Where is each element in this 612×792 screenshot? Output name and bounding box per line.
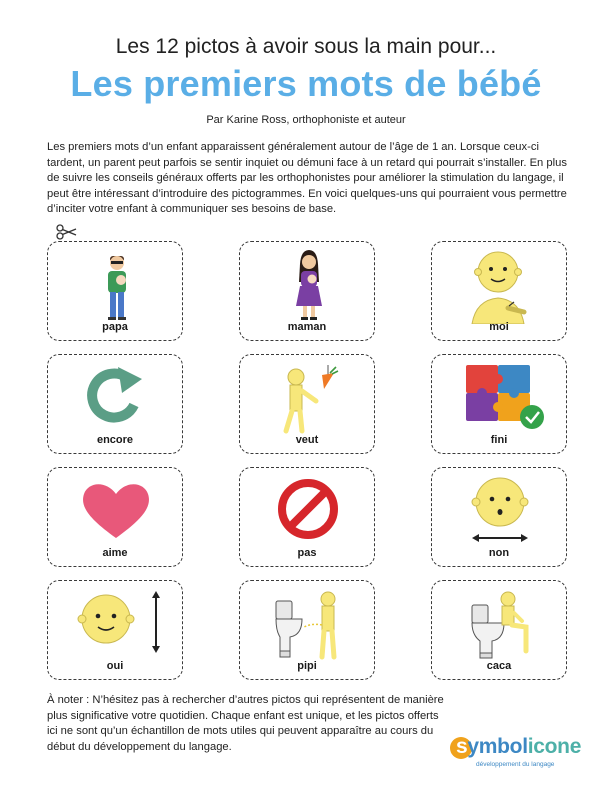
picto-card-veut[interactable] <box>239 354 375 454</box>
picto-label: oui <box>106 660 124 672</box>
mom-holding-baby-icon <box>240 242 376 324</box>
child-pointing-self-icon <box>432 242 568 324</box>
picto-card-papa[interactable] <box>47 241 183 341</box>
picto-card-maman[interactable] <box>239 241 375 341</box>
page-title: Les premiers mots de bébé <box>70 63 542 104</box>
picto-card-pas[interactable] <box>239 467 375 567</box>
dad-holding-baby-icon <box>48 242 184 324</box>
picto-label: pipi <box>297 660 317 672</box>
picto-label: aime <box>102 547 128 559</box>
picto-label: maman <box>287 321 327 333</box>
picto-label: pas <box>297 547 317 559</box>
picto-card-caca[interactable] <box>431 580 567 680</box>
picto-card-aime[interactable] <box>47 467 183 567</box>
circular-arrow-icon <box>48 355 184 437</box>
child-sitting-toilet-icon <box>432 581 568 663</box>
picto-card-pipi[interactable] <box>239 580 375 680</box>
picto-label: papa <box>102 321 128 333</box>
scissors-icon <box>56 224 78 240</box>
picto-card-oui[interactable] <box>47 580 183 680</box>
author-line: Par Karine Ross, orthophoniste et auteur <box>206 114 406 126</box>
picto-card-encore[interactable] <box>47 354 183 454</box>
note-text: À noter : N’hésitez pas à rechercher d’autres pictos qui représentent de manière plus significative votre quotidien. Chaque enfant est unique, et les pictos offerts ici ne sont qu’un échantillon de mots utiles qui peuvent apparaître au cours du début du développement du langage. <box>47 694 444 753</box>
symbolicone-logo <box>450 735 580 775</box>
picto-label: fini <box>490 434 508 446</box>
picto-card-fini[interactable] <box>431 354 567 454</box>
picto-card-non[interactable] <box>431 467 567 567</box>
puzzle-check-icon <box>432 355 568 437</box>
child-reaching-carrot-icon <box>240 355 376 437</box>
head-nod-icon <box>48 581 184 663</box>
picto-label: non <box>488 547 510 559</box>
picto-label: encore <box>96 434 134 446</box>
picto-label: veut <box>295 434 319 446</box>
picto-label: caca <box>486 660 512 672</box>
header <box>0 34 612 126</box>
heart-icon <box>48 468 184 550</box>
logo-wordmark: symbolicone <box>456 735 582 758</box>
prohibition-sign-icon <box>240 468 376 550</box>
picto-grid <box>47 241 567 681</box>
page-subtitle: Les 12 pictos à avoir sous la main pour... <box>115 35 497 58</box>
child-peeing-toilet-icon <box>240 581 376 663</box>
intro-paragraph: Les premiers mots d’un enfant apparaissent généralement autour de l’âge de 1 an. Lorsque ceux-ci tardent, un parent peut parfois se sentir inquiet ou démuni face à un retard qui pourrait s’installer. En plus de suivre les conseils généraux offerts par les orthophonistes pour améliorer la stimulation du langage, il peut être intéressant d’introduire des pictogrammes. En voici quelques-uns qui pourraient vous permettre d’inciter votre enfant à communiquer ses besoins de base. <box>47 141 567 216</box>
head-shake-icon <box>432 468 568 550</box>
picto-card-moi[interactable] <box>431 241 567 341</box>
logo-tagline: développement du langage <box>476 761 555 768</box>
picto-label: moi <box>489 321 509 333</box>
